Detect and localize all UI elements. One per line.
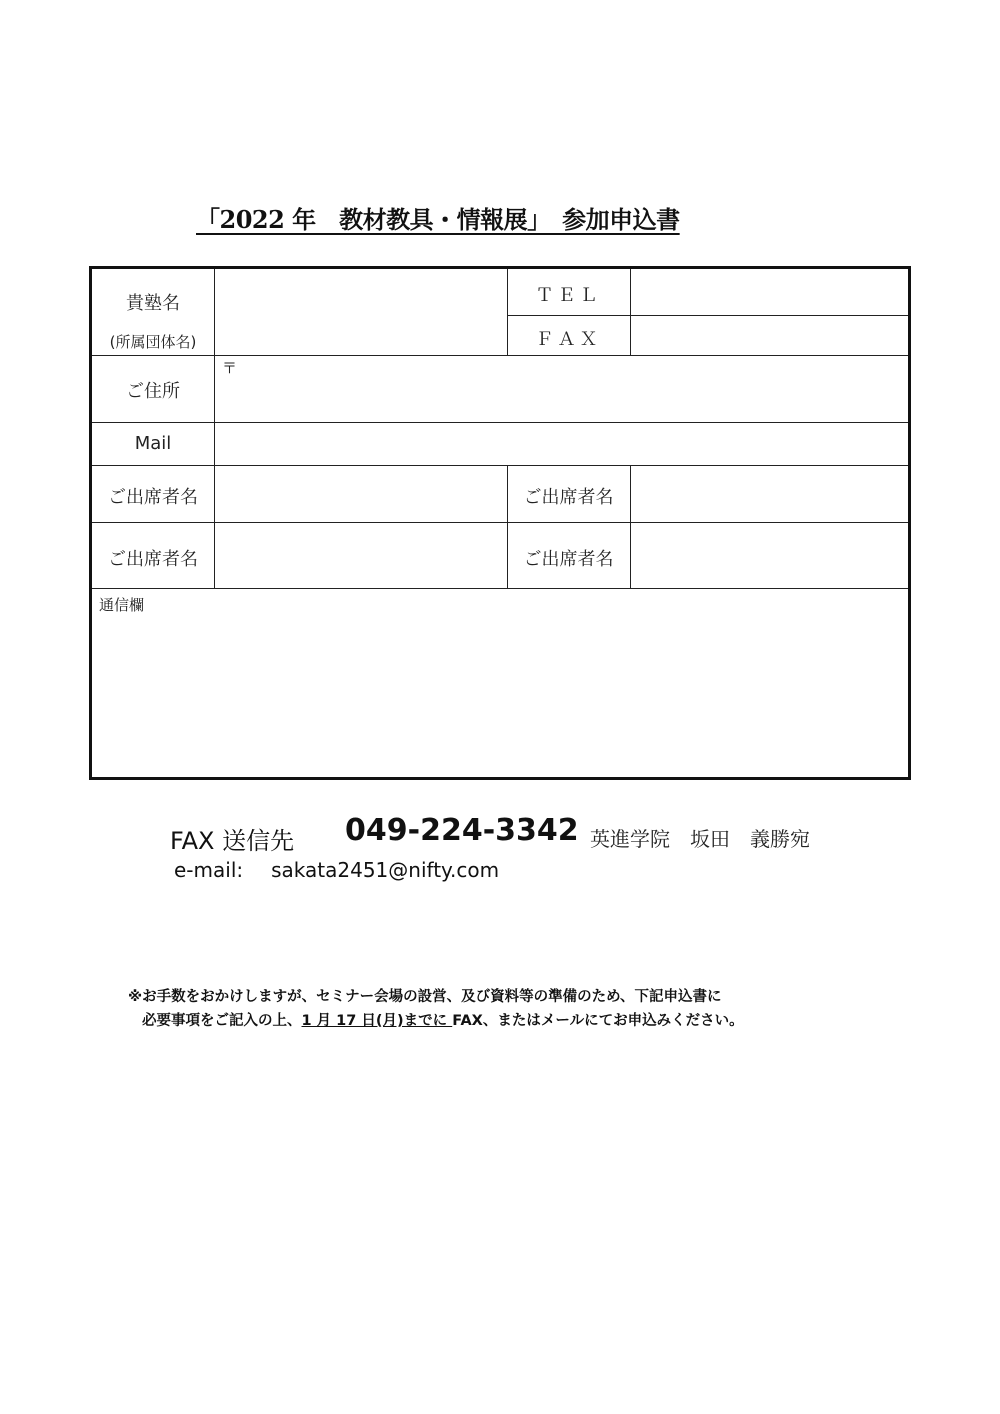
notice-deadline: 1 月 17 日(月)までに	[301, 1013, 453, 1029]
fax-number: 049-224-3342	[345, 813, 579, 848]
email-label: e-mail:	[174, 858, 244, 882]
mail-field[interactable]	[215, 423, 908, 465]
attendee-field[interactable]	[631, 466, 908, 522]
notice-text: 必要事項をご記入の上、	[142, 1013, 302, 1029]
comments-label: 通信欄	[99, 596, 145, 614]
attendee-label: ご出席者名	[108, 487, 198, 508]
school-name-field[interactable]	[215, 269, 507, 355]
attendee-field[interactable]	[215, 466, 507, 522]
attendee-label: ご出席者名	[523, 549, 614, 570]
postal-mark: 〒	[222, 359, 238, 377]
address-field[interactable]	[215, 356, 908, 422]
fax-label: ＦＡＸ	[535, 329, 602, 350]
fax-destination-label: FAX 送信先	[170, 827, 295, 855]
mail-label: Mail	[134, 433, 172, 454]
form-title: 「2022 年 教材教具・情報展」 参加申込書	[196, 205, 680, 234]
notice-text: FAX、またはメールにてお申込みください。	[452, 1013, 744, 1029]
attendee-field[interactable]	[631, 523, 908, 588]
row-divider	[92, 588, 908, 589]
email-address[interactable]: sakata2451@nifty.com	[271, 858, 500, 882]
attendee-field[interactable]	[215, 523, 507, 588]
notice-line-2	[128, 1009, 873, 1033]
fax-recipient: 英進学院 坂田 義勝宛	[590, 827, 810, 851]
comments-field[interactable]	[92, 614, 908, 777]
tel-label: ＴＥＬ	[535, 285, 602, 306]
notice	[128, 985, 873, 1033]
email-contact	[174, 858, 499, 886]
attendee-label: ご出席者名	[108, 549, 198, 570]
attendee-label: ご出席者名	[523, 487, 614, 508]
address-label: ご住所	[126, 381, 180, 402]
fax-field[interactable]	[631, 316, 908, 355]
tel-field[interactable]	[631, 269, 908, 315]
notice-line-1: ※お手数をおかけしますが、セミナー会場の設営、及び資料等の準備のため、下記申込書に	[128, 989, 722, 1005]
school-name-sublabel: (所属団体名)	[109, 333, 197, 351]
school-name-label: 貴塾名	[126, 293, 180, 314]
fax-destination	[170, 813, 870, 859]
application-form	[89, 266, 911, 780]
